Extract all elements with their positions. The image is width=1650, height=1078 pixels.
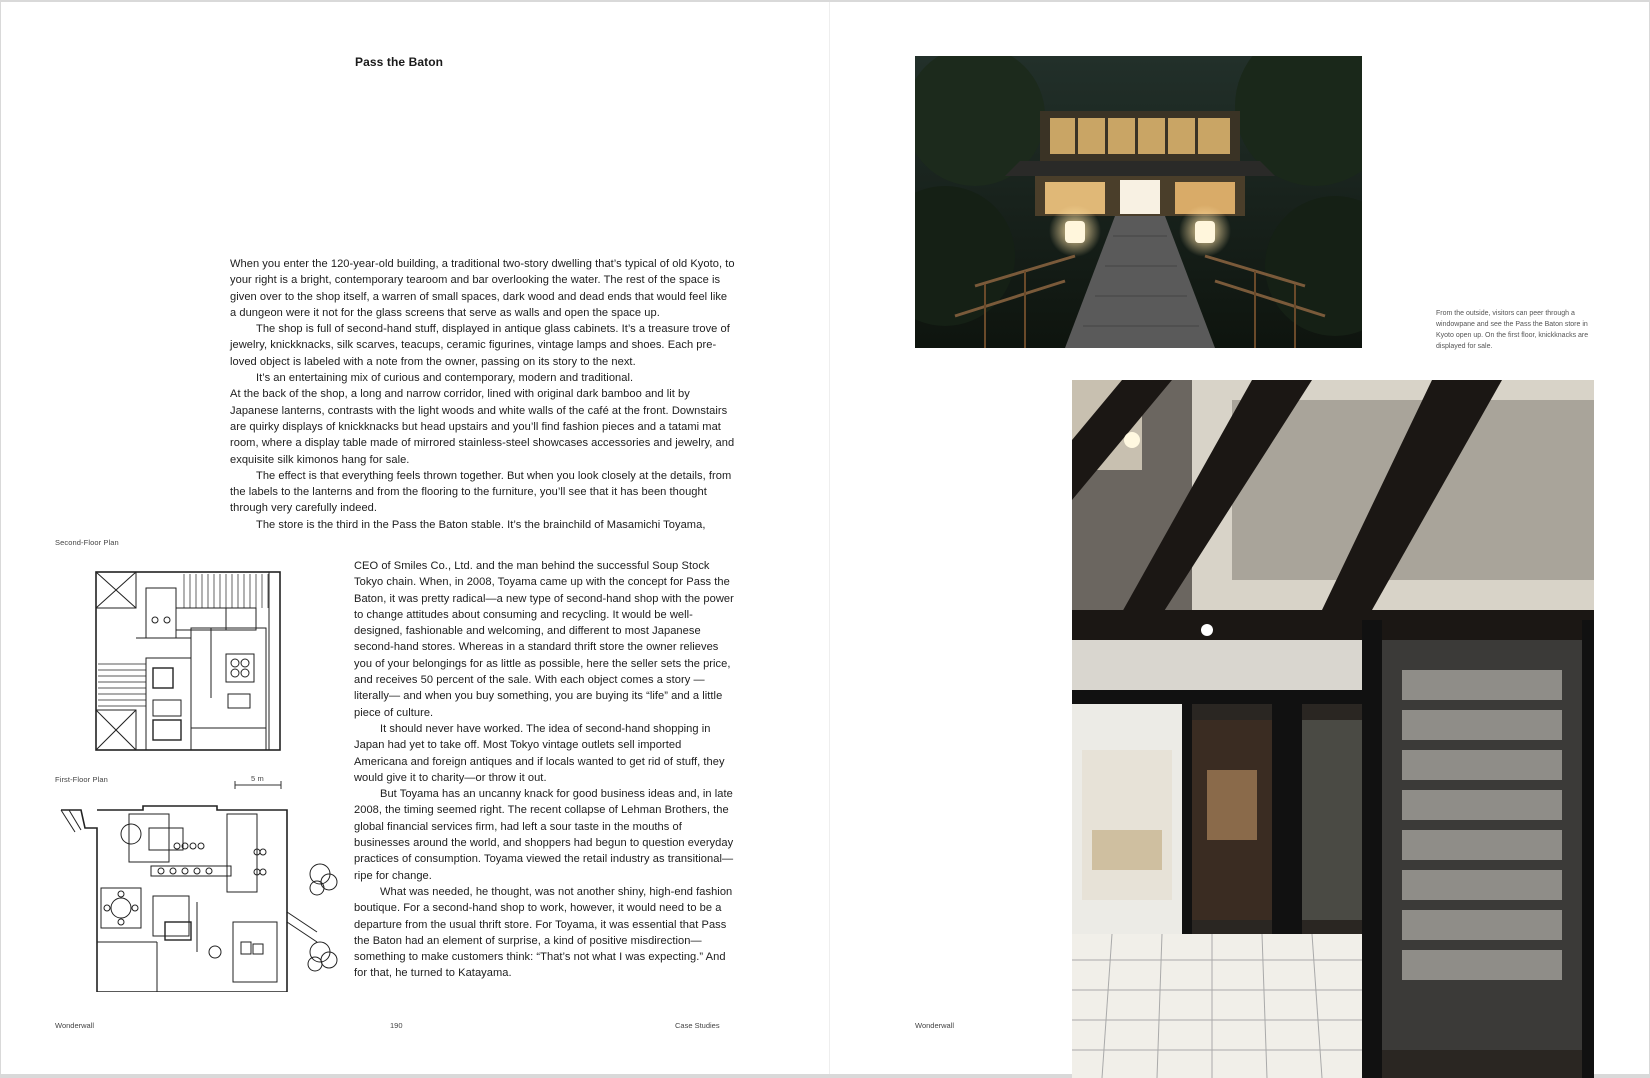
paragraph: It’s an entertaining mix of curious and contemporary, modern and traditional.: [256, 372, 634, 385]
page-number: 190: [390, 1021, 403, 1030]
interior-photo: [1072, 380, 1594, 1078]
first-floor-plan-label: First-Floor Plan: [55, 775, 108, 784]
magazine-spread: [1, 2, 1649, 1074]
footer-book-title-left: Wonderwall: [55, 1021, 95, 1030]
paragraph: It should never have worked. The idea of second-hand shopping in Japan had yet to take off. Most Tokyo vintage outlets sell imported Americana and foreign antiques and if locals wanted to get rid of stuff, they would give it to charity—or throw it out.: [354, 722, 725, 784]
footer-book-title-right: Wonderwall: [915, 1021, 955, 1030]
first-floor-plan-drawing: [57, 802, 347, 992]
paragraph: When you enter the 120-year-old building, a traditional two-story dwelling that’s typical of old Kyoto, to your right is a bright, contemporary tearoom and bar overlooking the water. The rest of the space is given over to the shop itself, a warren of small spaces, dark wood and dead ends that would feel like a dungeon were it not for the glass screens that serve as walls and open the space up.: [230, 258, 735, 319]
paragraph: But Toyama has an uncanny knack for good business ideas and, in late 2008, the timing seemed right. The recent collapse of Lehman Brothers, the global financial services firm, had left a sour taste in the mouths of businesses around the world, and shoppers had begun to question everyday practices of consumption. Toyama viewed the retail industry as transitional—ripe for change.: [354, 788, 734, 882]
page-gutter: [829, 2, 830, 1074]
exterior-night-photo: [915, 56, 1362, 348]
footer-section: Case Studies: [675, 1021, 720, 1030]
article-title: Pass the Baton: [355, 55, 444, 69]
scale-label: 5 m: [251, 774, 264, 783]
paragraph: The effect is that everything feels thrown together. But when you look closely at the details, from the labels to the lanterns and from the flooring to the furniture, you’ll see that it has been thought through very carefully indeed.: [230, 469, 732, 515]
body-column-main: [230, 256, 735, 533]
paragraph: At the back of the shop, a long and narrow corridor, lined with original dark bamboo and lit by Japanese lanterns, contrasts with the light woods and white walls of the café at the front. Downstairs are quirky displays of knickknacks but head upstairs and you’ll find fashion pieces and a tatami mat room, where a display table made of mirrored stainless-steel showcases accessories and jewelry, and exquisite silk kimonos hang for sale.: [230, 388, 735, 466]
paragraph: CEO of Smiles Co., Ltd. and the man behind the successful Soup Stock Tokyo chain. When, in 2008, Toyama came up with the concept for Pass the Baton, it was pretty radical—a new type of second-hand shop with the power to change attitudes about consuming and recycling. It would be well-designed, fashionable and welcoming, and different to most Japanese second-hand stores. Whereas in a standard thrift store the owner relieves you of your belongings for as little as possible, here the seller sets the price, and receives 50 percent of the sale. With each object comes a story —literally— and when you buy something, you are buying its “life” and a little piece of culture.: [354, 560, 734, 719]
body-column-continued: [354, 558, 734, 982]
second-floor-plan-drawing: [91, 568, 291, 758]
photo-caption: From the outside, visitors can peer through a windowpane and see the Pass the Baton store in Kyoto open up. On the first floor, knickknacks are displayed for sale.: [1436, 310, 1589, 350]
paragraph: The shop is full of second-hand stuff, displayed in antique glass cabinets. It’s a treasure trove of jewelry, knickknacks, silk scarves, teacups, ceramic figurines, vintage lamps and shoes. Each pre-loved object is labeled with a note from the owner, passing on its story to the next.: [230, 323, 730, 368]
second-floor-plan-label: Second-Floor Plan: [55, 538, 119, 547]
paragraph: The store is the third in the Pass the Baton stable. It’s the brainchild of Masamichi Toyama,: [256, 518, 706, 531]
paragraph: What was needed, he thought, was not another shiny, high-end fashion boutique. For a second-hand shop to work, however, it would need to be a departure from the usual thrift store. For Toyama, it was essential that Pass the Baton had an element of surprise, a kind of positive misdirection—something to make customers think: “That’s not what I was expecting.” And for that, he turned to Katayama.: [354, 885, 733, 980]
